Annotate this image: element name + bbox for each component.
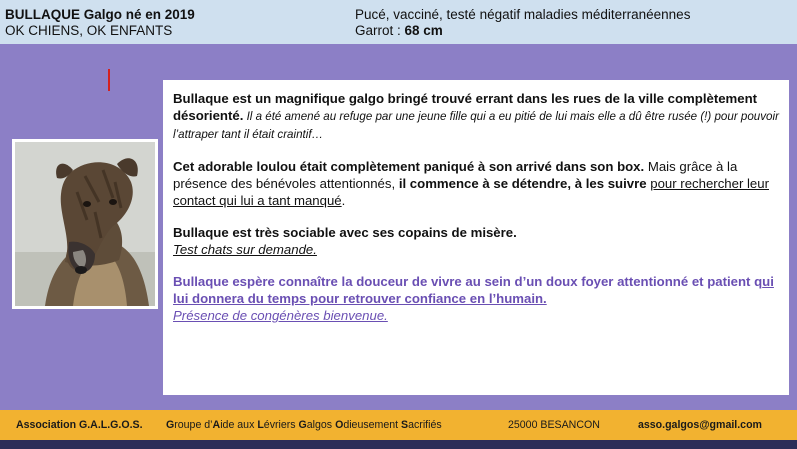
- paragraph-behaviour: [173, 158, 779, 209]
- association-city: 25000 BESANCON: [508, 419, 600, 431]
- paragraph-adoption: [173, 273, 779, 324]
- compatibility-text: OK CHIENS, OK ENFANTS: [5, 23, 173, 38]
- red-mark-decoration: [108, 69, 110, 91]
- description-card: [163, 80, 789, 395]
- adoption-bold-underline: ui lui donnera du temps pour retrouver confiance en l’humain.: [173, 274, 774, 306]
- sociable-bold: Bullaque est très sociable avec ses copains de misère.: [173, 225, 517, 240]
- adoption-bold: Bullaque espère connaître la douceur de vivre au sein d’un doux foyer attentionné et patient q: [173, 274, 763, 289]
- behaviour-bold-2: il commence à se détendre, à les suivre: [398, 176, 647, 191]
- health-text: Pucé, vacciné, testé négatif maladies méditerranéennes: [355, 7, 691, 22]
- header-right: [355, 7, 690, 39]
- association-name: Association G.A.L.G.O.S.: [16, 419, 143, 431]
- intro-italic: Il a été amené au refuge par une jeune fille qui a eu pitié de lui mais elle a dû être rusée (!) pour pouvoir l’attraper tant il était craintif…: [173, 110, 779, 141]
- footer-band: [0, 410, 797, 440]
- garrot-value: 68 cm: [404, 23, 443, 38]
- header-left: [5, 7, 195, 39]
- association-email[interactable]: asso.galgos@gmail.com: [638, 419, 762, 431]
- garrot-line: [355, 23, 690, 39]
- behaviour-bold: Cet adorable loulou était complètement paniqué à son arrivé dans son box.: [173, 159, 645, 174]
- dog-photo: [12, 139, 158, 309]
- dog-portrait-image: [15, 142, 155, 306]
- behaviour-end: .: [341, 193, 346, 208]
- paragraph-intro: [173, 90, 779, 143]
- intro-bold: Bullaque est un magnifique galgo bringé trouvé errant dans les rues de la ville complètement désorienté.: [173, 91, 758, 123]
- dog-name-title: BULLAQUE Galgo né en 2019: [5, 7, 195, 22]
- garrot-label: Garrot :: [355, 23, 405, 38]
- bottom-bar: [0, 440, 797, 449]
- header-band: [0, 0, 797, 44]
- association-fullname: Groupe d’Aide aux Lévriers Galgos Odieusement Sacrifiés: [166, 419, 442, 431]
- behaviour-underline: pour rechercher leur contact qui lui a tant manqué: [173, 176, 769, 208]
- behaviour-text: Mais grâce à la présence des bénévoles attentionnés,: [173, 159, 738, 191]
- paragraph-sociable: [173, 224, 779, 258]
- cats-test-text: Test chats sur demande.: [173, 242, 317, 257]
- congeners-text: Présence de congénères bienvenue.: [173, 308, 388, 323]
